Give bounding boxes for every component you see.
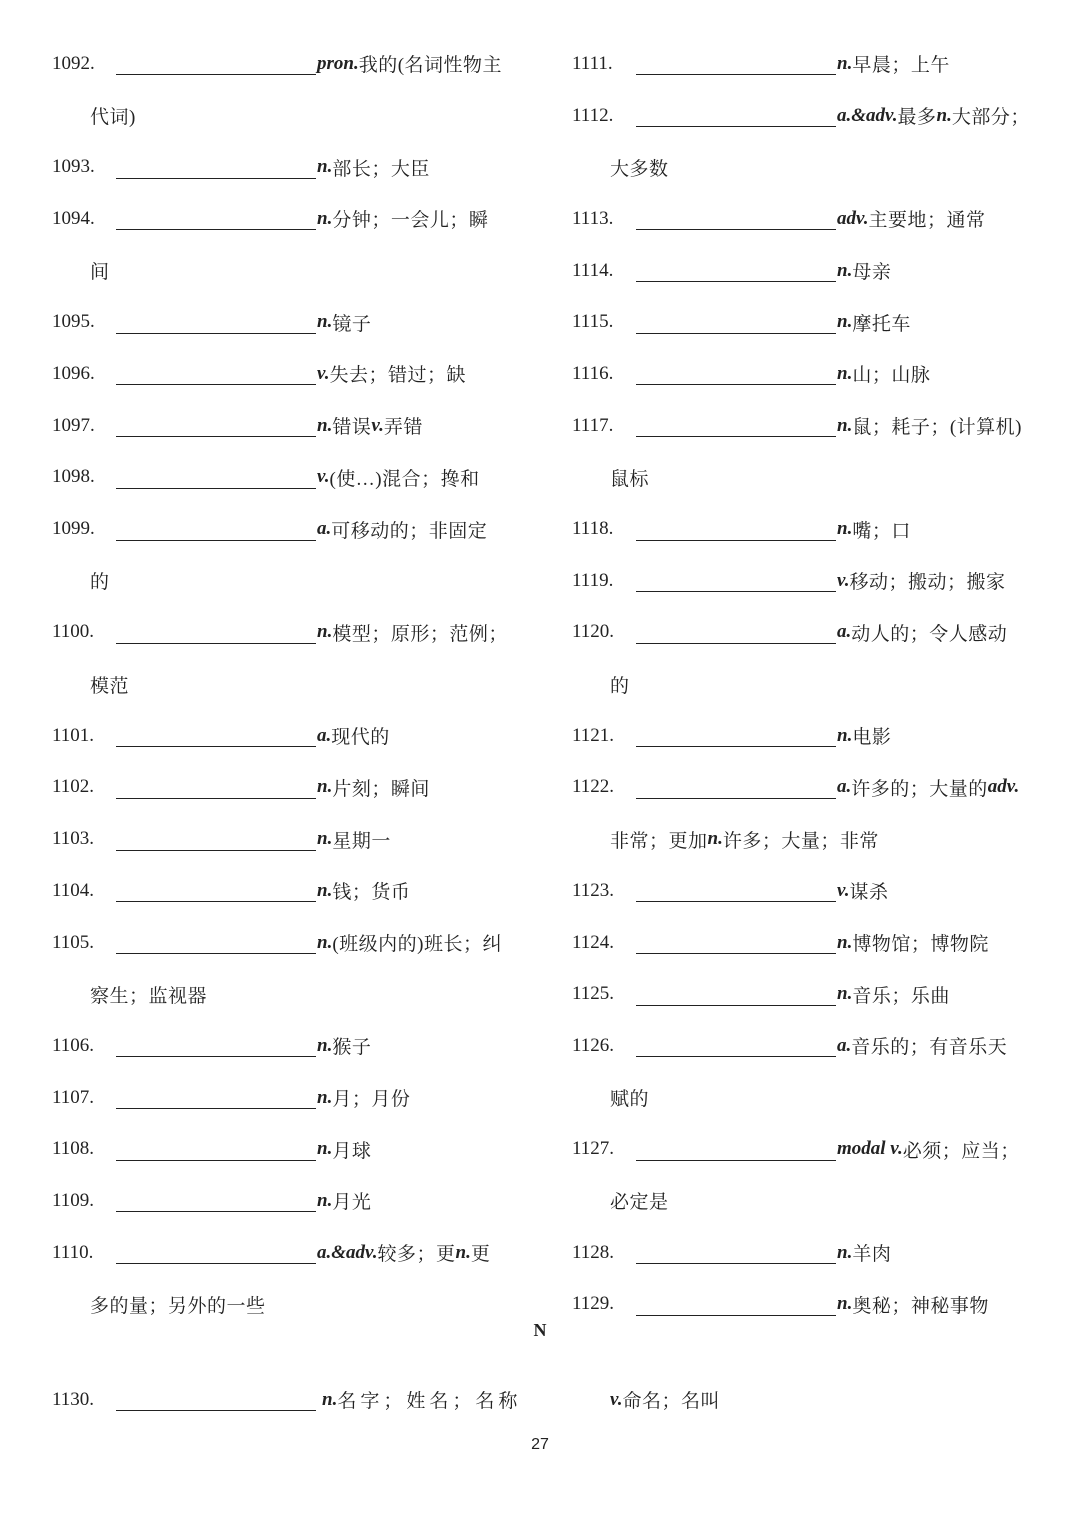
vocab-entry (52, 762, 522, 814)
part-of-speech: v. (317, 466, 330, 488)
right-column (572, 38, 1042, 1330)
definition: (班级内的)班长；纠 (332, 934, 502, 956)
answer-blank[interactable] (636, 52, 836, 75)
part-of-speech: n. (317, 931, 333, 953)
vocab-entry (572, 865, 1042, 917)
vocab-entry (52, 38, 522, 90)
entry-number: 1115. (572, 311, 614, 333)
part-of-speech: n. (837, 518, 853, 540)
answer-blank[interactable] (636, 724, 836, 747)
definition: 钱；货币 (332, 882, 411, 904)
definition: 命名；名叫 (622, 1391, 720, 1413)
answer-blank[interactable] (636, 1241, 836, 1264)
definition: 博物馆；博物院 (852, 934, 989, 956)
part-of-speech: n. (837, 414, 853, 436)
entry-number: 1106. (52, 1034, 95, 1056)
vocab-entry (572, 968, 1042, 1020)
part-of-speech: n. (837, 724, 853, 746)
vocab-entry (572, 762, 1042, 814)
part-of-speech: n. (837, 1293, 853, 1315)
definition-continued: 赋的 (610, 1089, 650, 1111)
entry-number: 1117. (572, 414, 614, 436)
entry-continuation (52, 245, 522, 297)
definition: 星期一 (332, 830, 391, 852)
vocab-entry (52, 1020, 522, 1072)
answer-blank[interactable] (116, 931, 316, 954)
part-of-speech: n. (455, 1241, 471, 1263)
vocab-entry (572, 193, 1042, 245)
vocab-entry (572, 296, 1042, 348)
answer-blank[interactable] (116, 1241, 316, 1264)
entry-continuation (52, 90, 522, 142)
vocab-entry (52, 813, 522, 865)
vocab-entry (572, 503, 1042, 555)
part-of-speech: a.&adv. (837, 104, 898, 126)
entry-number: 1093. (52, 156, 95, 178)
answer-blank[interactable] (116, 828, 316, 851)
bottom-entry (0, 1374, 1080, 1426)
definition: 月球 (332, 1140, 372, 1162)
definition: 母亲 (852, 262, 892, 284)
answer-blank[interactable] (116, 776, 316, 799)
definition-continued: 察生；监视器 (90, 985, 208, 1007)
answer-blank[interactable] (116, 1138, 316, 1161)
part-of-speech: a.&adv. (317, 1241, 378, 1263)
part-of-speech: v. (610, 1388, 623, 1410)
entry-continuation (572, 452, 1042, 504)
part-of-speech: n. (707, 828, 723, 850)
entry-number: 1110. (52, 1241, 94, 1263)
definition: 我的(名词性物主 (358, 55, 503, 77)
definition: 动人的；令人感动 (851, 623, 1008, 645)
definition: 最多 (897, 107, 937, 129)
answer-blank[interactable] (116, 879, 316, 902)
definition: 名字；姓名；名称 (337, 1391, 522, 1413)
definition-continued: 必定是 (610, 1192, 669, 1214)
entry-number: 1100. (52, 621, 95, 643)
vocab-entry (52, 710, 522, 762)
vocab-entry (572, 90, 1042, 142)
part-of-speech: n. (317, 1086, 333, 1108)
answer-blank[interactable] (636, 1293, 836, 1316)
entry-number: 1119. (572, 569, 614, 591)
part-of-speech: a. (837, 776, 852, 798)
entry-number: 1113. (572, 207, 614, 229)
definition: 许多的；大量的 (851, 778, 988, 800)
part-of-speech: n. (317, 207, 333, 229)
entry-number: 1102. (52, 776, 95, 798)
entry-number: 1104. (52, 879, 95, 901)
definition: 鼠；耗子；(计算机) (852, 417, 1022, 439)
definition-continued: 模范 (90, 675, 130, 697)
definition: 必须；应当； (902, 1140, 1020, 1162)
entry-continuation (572, 1175, 1042, 1227)
entry-continuation (572, 141, 1042, 193)
answer-blank[interactable] (636, 621, 836, 644)
answer-blank[interactable] (636, 1034, 836, 1057)
definition: (使…)混合；搀和 (329, 468, 480, 490)
definition: 谋杀 (849, 882, 889, 904)
answer-blank[interactable] (636, 569, 836, 592)
answer-blank[interactable] (636, 259, 836, 282)
entry-number: 1109. (52, 1189, 95, 1211)
definition: 模型；原形；范例； (332, 623, 508, 645)
vocab-entry (52, 141, 522, 193)
answer-blank[interactable] (636, 104, 836, 127)
vocab-entry (52, 607, 522, 659)
definition: 片刻；瞬间 (332, 778, 430, 800)
definition: 山；山脉 (852, 365, 931, 387)
answer-blank[interactable] (636, 311, 836, 334)
part-of-speech: pron. (317, 52, 359, 74)
answer-blank[interactable] (116, 156, 316, 179)
definition: 月光 (332, 1192, 372, 1214)
page-number: 27 (531, 1436, 549, 1453)
vocab-entry (572, 38, 1042, 90)
entry-number: 1099. (52, 518, 95, 540)
entry-continuation (572, 1072, 1042, 1124)
entry-number: 1105. (52, 931, 95, 953)
vocab-entry (572, 245, 1042, 297)
vocab-entry (52, 348, 522, 400)
entry-number: 1092. (52, 52, 95, 74)
part-of-speech: a. (837, 1034, 852, 1056)
vocab-entry (572, 710, 1042, 762)
definition: 早晨；上午 (852, 55, 950, 77)
part-of-speech: modal v. (837, 1138, 903, 1160)
part-of-speech: n. (317, 1034, 333, 1056)
vocab-entry (52, 452, 522, 504)
entry-number: 1120. (572, 621, 615, 643)
entry-number: 1108. (52, 1138, 95, 1160)
answer-blank[interactable] (636, 931, 836, 954)
definition-continued: 鼠标 (610, 468, 650, 490)
part-of-speech: a. (317, 724, 332, 746)
definition: 音乐；乐曲 (852, 985, 950, 1007)
entry-number: 1124. (572, 931, 615, 953)
definition: 分钟；一会儿；瞬 (332, 210, 489, 232)
answer-blank[interactable] (116, 724, 316, 747)
part-of-speech: n. (837, 1241, 853, 1263)
answer-blank[interactable] (636, 983, 836, 1006)
part-of-speech: n. (837, 931, 853, 953)
left-column (52, 38, 522, 1330)
vocab-entry (572, 348, 1042, 400)
entry-number: 1123. (572, 879, 615, 901)
answer-blank[interactable] (116, 52, 316, 75)
part-of-speech: v. (371, 414, 384, 436)
part-of-speech: n. (936, 104, 952, 126)
answer-blank[interactable] (636, 776, 836, 799)
vocab-entry (572, 1227, 1042, 1279)
answer-blank[interactable] (116, 1388, 316, 1411)
part-of-speech: n. (317, 311, 333, 333)
entry-number: 1097. (52, 414, 95, 436)
answer-blank[interactable] (116, 311, 316, 334)
definition: 移动；搬动；搬家 (849, 572, 1006, 594)
part-of-speech: a. (317, 518, 332, 540)
entry-number: 1114. (572, 259, 614, 281)
part-of-speech: v. (317, 362, 330, 384)
entry-number: 1129. (572, 1293, 615, 1315)
vocab-entry (52, 1175, 522, 1227)
vocab-entry (572, 555, 1042, 607)
part-of-speech: n. (837, 311, 853, 333)
vocab-entry (52, 296, 522, 348)
definition: 更 (470, 1244, 491, 1266)
vocab-entry (52, 1227, 522, 1279)
answer-blank[interactable] (116, 1034, 316, 1057)
answer-blank[interactable] (116, 1086, 316, 1109)
definition: 月；月份 (332, 1089, 411, 1111)
vocab-entry (572, 917, 1042, 969)
vocab-entry (52, 193, 522, 245)
entry-number: 1122. (572, 776, 615, 798)
entry-number: 1107. (52, 1086, 95, 1108)
entry-continuation (572, 658, 1042, 710)
vocab-entry (52, 865, 522, 917)
part-of-speech: n. (837, 983, 853, 1005)
entry-number: 1098. (52, 466, 95, 488)
definition: 奥秘；神秘事物 (852, 1295, 989, 1317)
part-of-speech: n. (837, 52, 853, 74)
part-of-speech: adv. (987, 776, 1020, 798)
vocab-entry (572, 400, 1042, 452)
definition: 羊肉 (852, 1244, 892, 1266)
answer-blank[interactable] (636, 362, 836, 385)
definition-continued: 间 (90, 262, 110, 284)
part-of-speech: adv. (837, 207, 869, 229)
entry-number: 1118. (572, 518, 614, 540)
definition: 音乐的；有音乐天 (851, 1037, 1008, 1059)
entry-continuation (52, 555, 522, 607)
definition: 现代的 (331, 727, 390, 749)
entry-number: 1111. (572, 52, 613, 74)
entry-number: 1126. (572, 1034, 615, 1056)
definition: 电影 (852, 727, 892, 749)
vocab-entry (52, 917, 522, 969)
definition-continued: 多的量；另外的一些 (90, 1295, 266, 1317)
answer-blank[interactable] (636, 518, 836, 541)
definition: 摩托车 (852, 313, 911, 335)
definition: 镜子 (332, 313, 372, 335)
entry-number: 1103. (52, 828, 95, 850)
definition-continued: 非常；更加 (610, 830, 708, 852)
part-of-speech: n. (837, 362, 853, 384)
entry-number: 1116. (572, 362, 614, 384)
part-of-speech: n. (317, 156, 333, 178)
entry-continuation (572, 813, 1042, 865)
definition: 失去；错过；缺 (329, 365, 466, 387)
vocab-entry (52, 1072, 522, 1124)
vocab-entry (52, 503, 522, 555)
definition: 部长；大臣 (332, 158, 430, 180)
part-of-speech: n. (317, 879, 333, 901)
answer-blank[interactable] (636, 879, 836, 902)
part-of-speech: n. (837, 259, 853, 281)
entry-number: 1121. (572, 724, 615, 746)
definition: 可移动的；非固定 (331, 520, 488, 542)
entry-continuation (52, 968, 522, 1020)
definition-continued: 的 (90, 572, 110, 594)
part-of-speech: a. (837, 621, 852, 643)
vocab-entry (572, 1020, 1042, 1072)
part-of-speech: v. (837, 569, 850, 591)
answer-blank[interactable] (636, 414, 836, 437)
entry-number: 1101. (52, 724, 95, 746)
vocab-entry (572, 1123, 1042, 1175)
definition: 主要地；通常 (868, 210, 986, 232)
definition: 嘴；口 (852, 520, 911, 542)
definition-continued: 的 (610, 675, 630, 697)
definition: 许多；大量；非常 (722, 830, 879, 852)
part-of-speech: n. (317, 1138, 333, 1160)
definition: 猴子 (332, 1037, 372, 1059)
definition: 弄错 (383, 417, 423, 439)
answer-blank[interactable] (636, 1138, 836, 1161)
answer-blank[interactable] (116, 362, 316, 385)
entry-number: 1125. (572, 983, 615, 1005)
answer-blank[interactable] (116, 518, 316, 541)
entry-number: 1094. (52, 207, 95, 229)
definition: 错误 (332, 417, 372, 439)
answer-blank[interactable] (116, 621, 316, 644)
part-of-speech: v. (837, 879, 850, 901)
part-of-speech: n. (317, 414, 333, 436)
entry-number: 1128. (572, 1241, 615, 1263)
part-of-speech: n. (317, 828, 333, 850)
entry-number: 1112. (572, 104, 614, 126)
entry-number: 1130. (52, 1388, 95, 1410)
definition-continued: 大多数 (610, 158, 669, 180)
entry-continuation (52, 658, 522, 710)
vocab-entry (52, 1123, 522, 1175)
part-of-speech: n. (317, 621, 333, 643)
part-of-speech: n. (317, 1189, 333, 1211)
vocab-entry (572, 607, 1042, 659)
section-letter: N (533, 1320, 547, 1340)
part-of-speech: n. (322, 1388, 338, 1410)
answer-blank[interactable] (116, 414, 316, 437)
entry-number: 1096. (52, 362, 95, 384)
definition-continued: 代词) (90, 107, 136, 129)
definition: 大部分； (951, 107, 1030, 129)
definition: 较多；更 (377, 1244, 456, 1266)
answer-blank[interactable] (116, 466, 316, 489)
entry-number: 1095. (52, 311, 95, 333)
part-of-speech: n. (317, 776, 333, 798)
answer-blank[interactable] (636, 207, 836, 230)
answer-blank[interactable] (116, 207, 316, 230)
entry-number: 1127. (572, 1138, 615, 1160)
answer-blank[interactable] (116, 1189, 316, 1212)
vocab-entry (52, 400, 522, 452)
